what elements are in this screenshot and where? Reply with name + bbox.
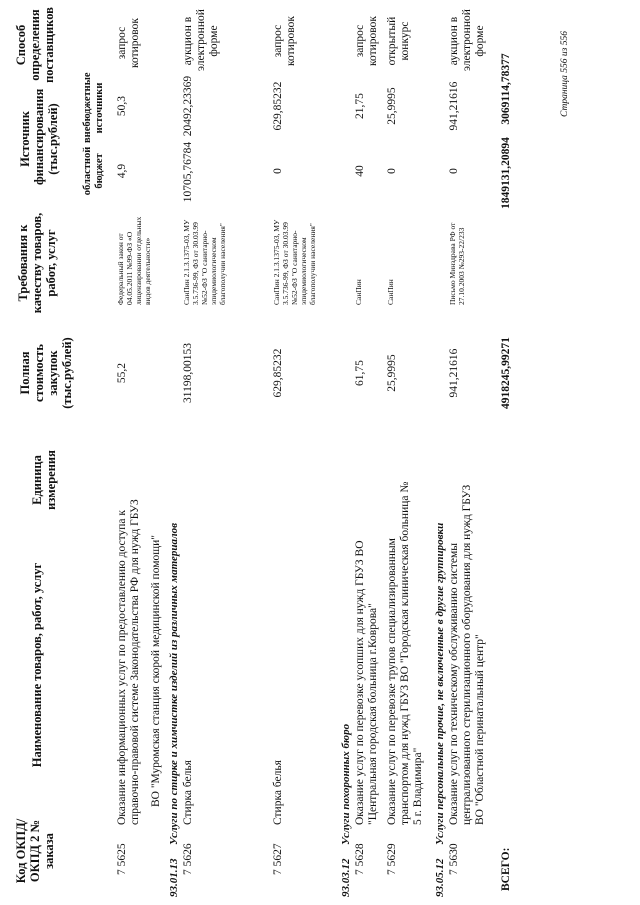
row-3-name: Стирка белья <box>272 760 284 825</box>
header-method: Способ определения поставщиков <box>14 7 56 83</box>
row-6-cost: 941,21616 <box>448 348 460 398</box>
group-1-title: Услуги по стирке и химчистке изделий из различных материалов <box>168 522 180 845</box>
row-5-code: 7 5629 <box>386 843 398 875</box>
row-4-cost: 61,75 <box>354 360 366 386</box>
row-6-regional: 0 <box>448 168 460 174</box>
row-6-method: аукцион в электронной форме <box>448 9 486 71</box>
row-1-name-cont: ВО "Муромская станция скорой медицинской помощи" <box>150 535 162 807</box>
row-5-extra: 25,9995 <box>386 87 398 125</box>
row-2-method: аукцион в электронной форме <box>182 9 220 71</box>
row-5-requirements: СанПин <box>386 279 395 305</box>
row-2-cost: 31198,00153 <box>182 343 194 403</box>
row-4-extra: 21,75 <box>354 93 366 119</box>
row-2-regional: 10705,76784 <box>182 141 194 203</box>
header-unit: Единица измерения <box>30 450 58 510</box>
row-1-extra: 50,3 <box>116 95 128 117</box>
row-2-extra: 20492,23369 <box>182 75 194 137</box>
total-cost: 4918245,99271 <box>500 337 512 409</box>
row-5-regional: 0 <box>386 168 398 174</box>
row-4-regional: 40 <box>354 165 366 177</box>
row-2-requirements: СанПин 2.1.3.1375-03, МУ 3.5.736-99, ФЗ от 30.03.99 №52-ФЗ "О санитарно-эпидемиологическом благополучии населения" <box>182 219 227 305</box>
row-3-method: запрос котировок <box>272 16 297 66</box>
row-6-name: Оказание услуг по техническому обслуживанию системы централизованного стерилизационного оборудования для нужд ГБУЗ ВО "Областной перинатальный центр" <box>448 484 486 825</box>
group-2-title: Услуги похоронных бюро <box>340 723 352 845</box>
total-label: ВСЕГО: <box>500 847 512 891</box>
row-3-regional: 0 <box>272 168 284 174</box>
header-source: Источник финансирования (тыс.рублей) <box>18 88 60 185</box>
header-name: Наименование товаров, работ, услуг <box>30 562 44 768</box>
row-1-regional: 4,9 <box>116 163 128 179</box>
row-6-code: 7 5630 <box>448 843 460 875</box>
total-regional: 1849131,20894 <box>500 137 512 209</box>
row-3-cost: 629,85232 <box>272 348 284 398</box>
header-source-extrabudget: внебюджетные источники <box>82 72 105 143</box>
row-1-name: Оказание информационных услуг по предоставлению доступа к справочно-правовой системе Законодательства РФ для нужд ГБУЗ <box>116 499 141 825</box>
row-3-requirements: СанПин 2.1.3.1375-03, МУ 3.5.736-99, ФЗ от 30.03.99 №52-ФЗ "О санитарно-эпидемиологическом благополучии населения" <box>272 219 317 305</box>
row-4-name: Оказание услуг по перевозке усопших для нужд ГБУЗ ВО "Центральная городская больница г.Коврова" <box>354 540 379 825</box>
row-6-extra: 941,21616 <box>448 81 460 131</box>
header-requirements: Требования к качеству товаров, работ, услуг <box>16 212 58 314</box>
row-5-name: Оказание услуг по перевозке трупов специализированным транспортом для нужд ГБУЗ ВО "Городская клиническая больница № 5 г. Владимира" <box>386 481 424 825</box>
group-1-code: 93.01.13 <box>168 858 180 897</box>
row-5-method: открытый конкурс <box>386 16 411 66</box>
header-cost: Полная стоимость закупок (тыс.рублей) <box>18 337 74 409</box>
row-4-requirements: СанПин <box>354 279 363 305</box>
page-number: Страница 556 из 556 <box>560 31 570 117</box>
row-1-method: запрос котировок <box>116 18 141 68</box>
group-3-title: Услуги персональные прочие, не включенные в другие группировки <box>434 522 446 845</box>
row-4-method: запрос котировок <box>354 16 379 66</box>
header-source-regional: областной бюджет <box>82 146 105 196</box>
row-3-code: 7 5627 <box>272 843 284 875</box>
header-code: Код ОКПД/ ОКПД 2 № заказа <box>14 818 56 884</box>
row-2-code: 7 5626 <box>182 843 194 875</box>
total-extra: 3069114,78377 <box>500 53 512 125</box>
row-6-requirements: Письмо Минздрава РФ от 27.10.2003 №293-22/233 <box>448 222 466 305</box>
group-2-code: 93.03.12 <box>340 858 352 897</box>
row-5-cost: 25,9995 <box>386 354 398 392</box>
group-3-code: 93.05.12 <box>434 858 446 897</box>
row-3-extra: 629,85232 <box>272 81 284 131</box>
row-1-requirements: Федеральный закон от 04.05.2011 №99-ФЗ «О лицензировании отдельных видов деятельности» <box>116 216 152 305</box>
row-2-name: Стирка белья <box>182 760 194 825</box>
row-1-cost: 55,2 <box>116 362 128 384</box>
row-1-code: 7 5625 <box>116 843 128 875</box>
row-4-code: 7 5628 <box>354 843 366 875</box>
